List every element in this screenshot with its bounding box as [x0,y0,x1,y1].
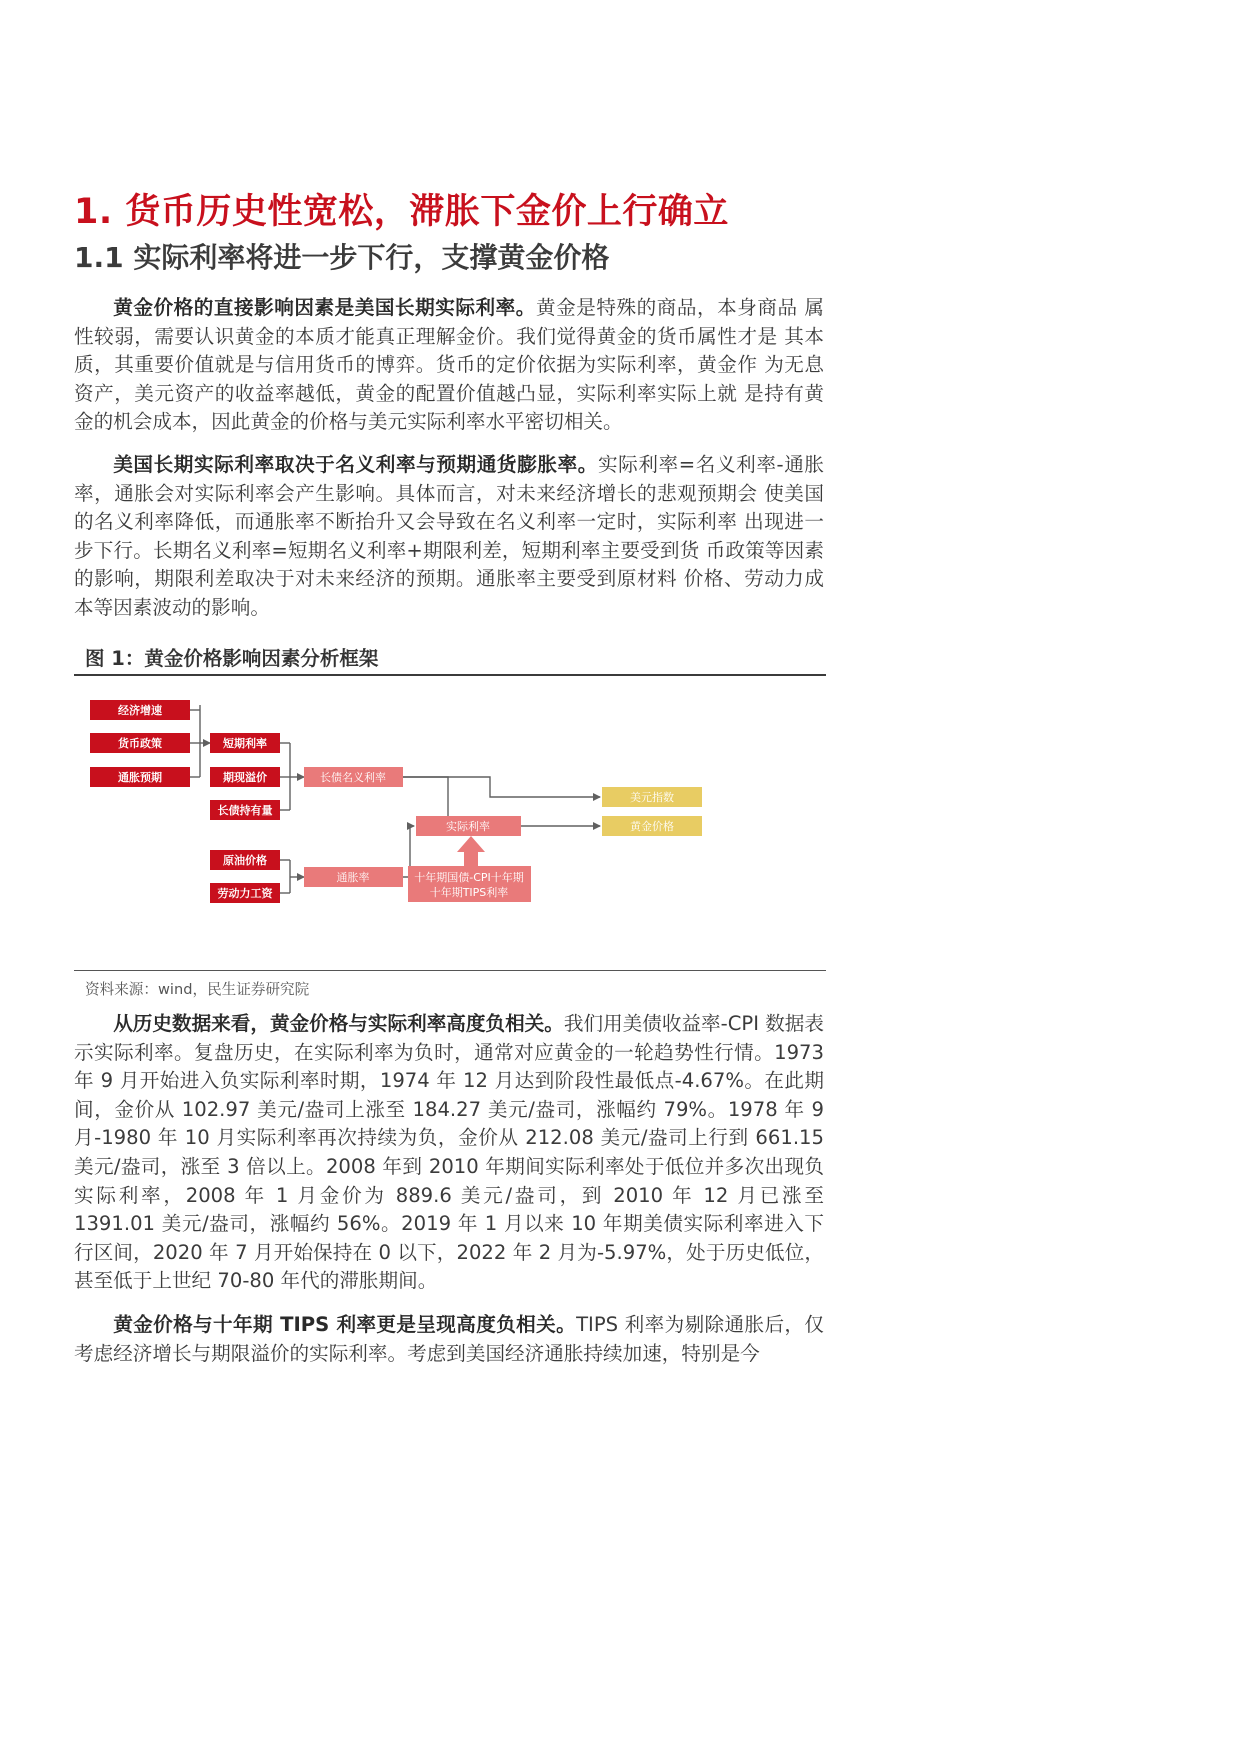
node-formula [408,866,531,902]
formula-to-real-arrow [457,836,485,866]
paragraph-2-lead: 美国长期实际利率取决于名义利率与预期通货膨胀率。 [113,453,598,476]
node-monetary-policy-label: 货币政策 [118,737,162,750]
figure-source: 资料来源：wind，民生证券研究院 [85,981,310,998]
node-bond-holding [210,800,280,820]
node-inflation-expect [90,767,190,787]
node-usd-index [602,787,702,807]
section-title: 1. 货币历史性宽松，滞胀下金价上行确立 [74,192,729,232]
framework-diagram [90,700,800,925]
subsection-title: 1.1 实际利率将进一步下行，支撑黄金价格 [74,241,610,274]
node-formula-line1: 十年期国债-CPI十年期 [414,871,524,884]
node-monetary-policy [90,733,190,753]
node-inflation-label: 通胀率 [336,871,370,884]
node-short-rate [210,733,280,753]
node-oil-price-label: 原油价格 [223,854,267,867]
node-long-nominal-label: 长债名义利率 [320,771,386,784]
paragraph-3 [74,1010,824,1296]
paragraph-3-lead: 从历史数据来看，黄金价格与实际利率高度负相关。 [113,1012,564,1035]
node-bond-holding-label: 长债持有量 [217,804,273,817]
paragraph-1-lead: 黄金价格的直接影响因素是美国长期实际利率。 [113,296,536,319]
paragraph-4-lead: 黄金价格与十年期 TIPS 利率更是呈现高度负相关。 [113,1313,577,1336]
node-econ-growth [90,700,190,720]
node-gold-price [602,816,702,836]
paragraph-3-text: 我们用美债收益率-CPI 数据表示实际利率。复盘历史，在实际利率为负时，通常对应黄金的一轮趋势性行情。1973 年 9 月开始进入负实际利率时期，1974 年 12 月达到阶段性最低点-4.67%。在此期间，金价从 102.97 美元/盎司上涨至 184.27 美元/盎司，涨幅约 79%。1978 年 9 月-1980 年 10 月实际利率再次持续为负，金价从 212.08 美元/盎司上行到 661.15 美元/盎司，涨至 3 倍以上。2008 年到 2010 年期间实际利率处于低位并多次出现负实际利率，2008 年 1 月金价为 889.6 美元/盎司，到 2010 年 12 月已涨至 1391.01 美元/盎司，涨幅约 56%。2019 年 1 月以来 10 年期美债实际利率进入下行区间，2020 年 7 月开始保持在 0 以下，2022 年 2 月为-5.97%，处于历史低位，甚至低于上世纪 70-80 年代的滞胀期间。 [74,1012,824,1293]
node-term-spread [210,767,280,787]
paragraph-2 [74,451,824,623]
paragraph-2-text: 实际利率=名义利率-通胀率，通胀会对实际利率会产生影响。具体而言，对未来经济增长的悲观预期会 使美国的名义利率降低，而通胀率不断抬升又会导致在名义利率一定时，实际利率 出现进一步下行。长期名义利率=短期名义利率+期限利差，短期利率主要受到货 币政策等因素的影响，期限利差取决于对未来经济的预期。通胀率主要受到原材料 价格、劳动力成本等因素波动的影响。 [74,453,825,619]
node-term-spread-label: 期现溢价 [223,771,267,784]
node-real-rate-label: 实际利率 [446,820,490,833]
figure-top-rule [74,674,826,676]
node-short-rate-label: 短期利率 [223,737,267,750]
figure-bottom-rule [74,970,826,971]
node-gold-price-label: 黄金价格 [630,820,674,833]
figure-title: 图 1：黄金价格影响因素分析框架 [85,647,379,670]
node-econ-growth-label: 经济增速 [118,704,162,717]
paragraph-4-text: TIPS 利率为剔除通胀后，仅考虑经济增长与期限溢价的实际利率。考虑到美国经济通胀持续加速，特别是今 [74,1313,824,1365]
node-usd-index-label: 美元指数 [630,791,674,804]
node-oil-price [210,850,280,870]
node-labor-wage [210,883,280,903]
node-real-rate [416,816,521,836]
node-inflation [304,867,403,887]
line-nominal-to-usd [403,777,600,797]
node-inflation-expect-label: 通胀预期 [118,771,162,784]
paragraph-4 [74,1311,824,1368]
node-formula-line2: 十年期TIPS利率 [429,886,509,899]
node-long-nominal [304,767,403,787]
paragraph-1 [74,294,824,437]
node-labor-wage-label: 劳动力工资 [217,887,273,900]
paragraph-1-text: 黄金是特殊的商品，本身商品 属性较弱，需要认识黄金的本质才能真正理解金价。我们觉得黄金的货币属性才是 其本质，其重要价值就是与信用货币的博弈。货币的定价依据为实际利率，黄金作 为无息资产，美元资产的收益率越低，黄金的配置价值越凸显，实际利率实际上就 是持有黄金的机会成本，因此黄金的价格与美元实际利率水平密切相关。 [74,296,824,434]
